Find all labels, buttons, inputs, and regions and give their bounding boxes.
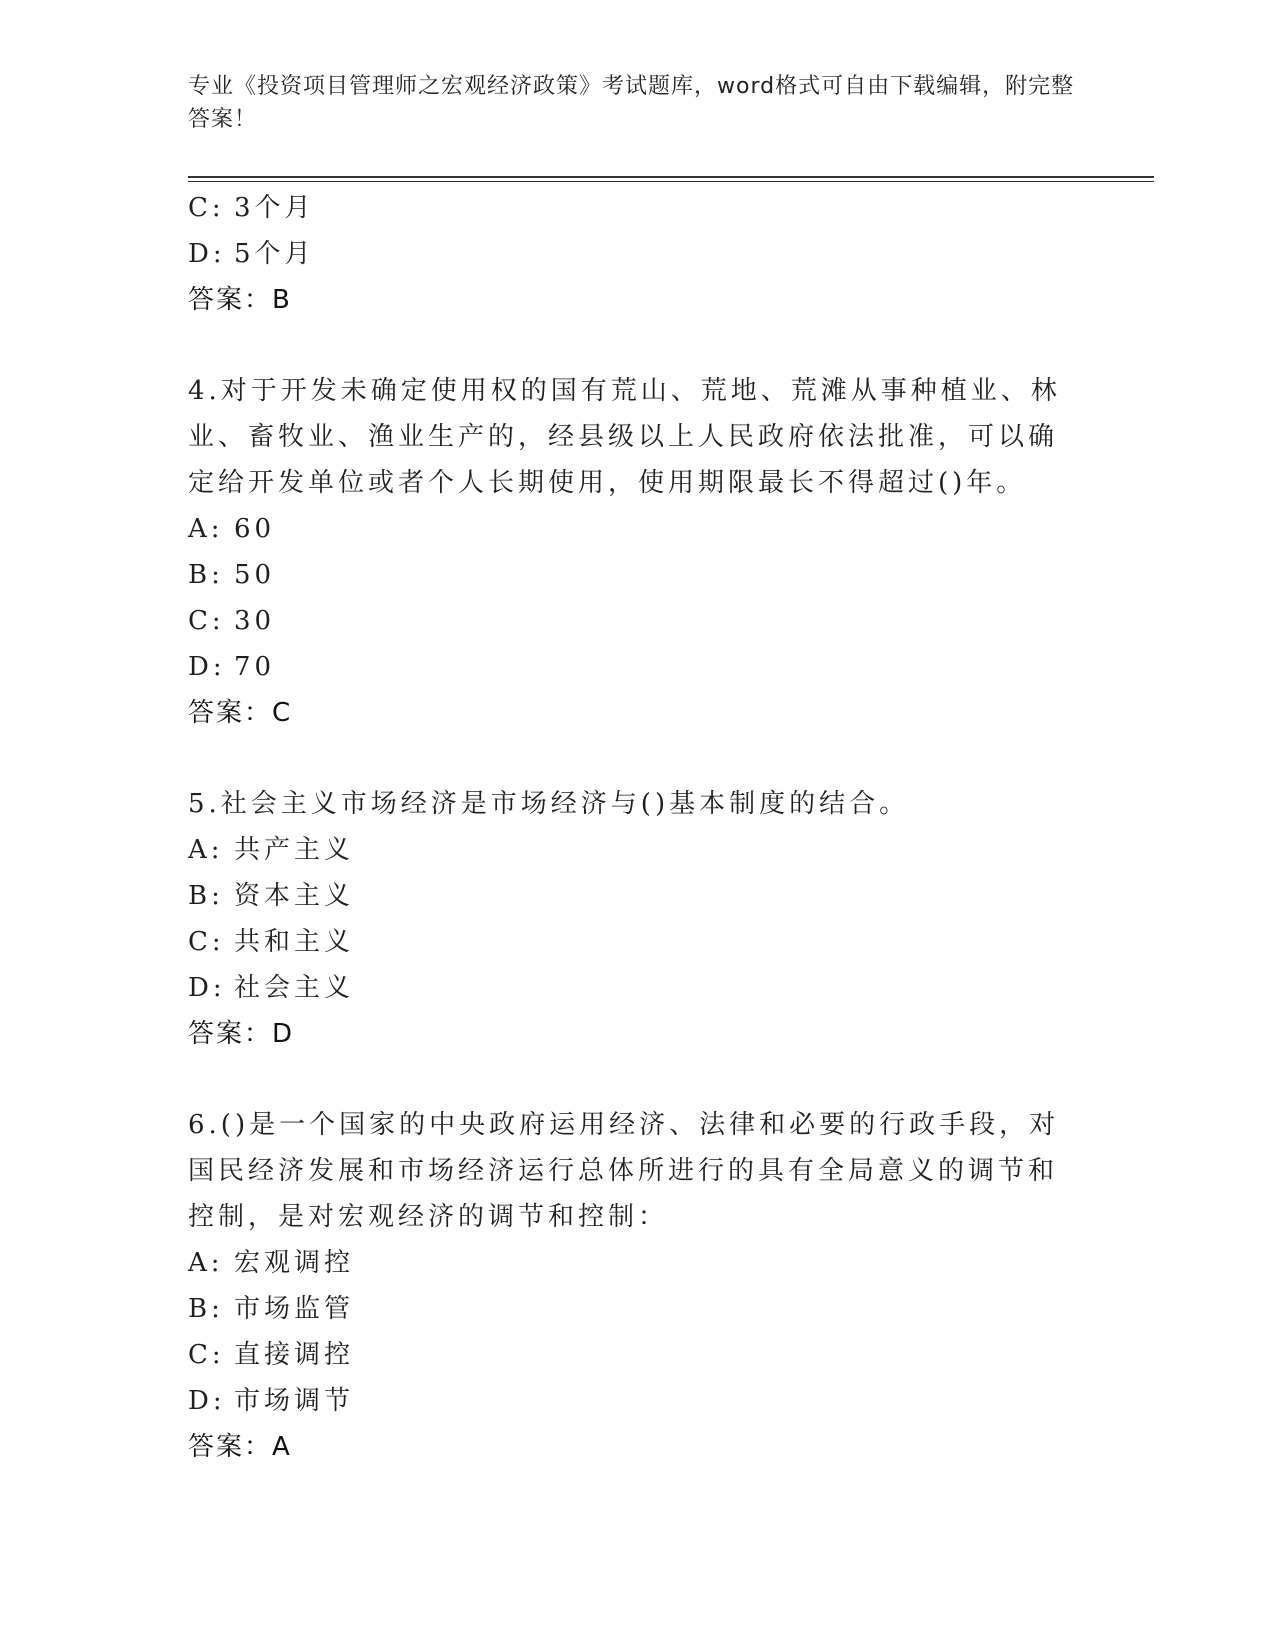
option-text: 70 (234, 652, 276, 682)
option-text: 宏观调控 (234, 1248, 355, 1278)
option-d (188, 965, 1068, 1011)
question-stem: 4.对于开发未确定使用权的国有荒山、荒地、荒滩从事种植业、林业、畜牧业、渔业生产的，经县级以上人民政府依法批准，可以确定给开发单位或者个人长期使用，使用期限最长不得超过()年。 (188, 376, 1061, 498)
header-divider (188, 176, 1154, 182)
option-key: B: (188, 881, 224, 911)
option-b (188, 1286, 1068, 1332)
question-6 (188, 1102, 1068, 1470)
question-stem: 5.社会主义市场经济是市场经济与()基本制度的结合。 (188, 789, 910, 819)
document-header (188, 70, 1088, 136)
option-d (188, 231, 1068, 277)
option-text: 5个月 (234, 239, 315, 269)
header-text: 专业《投资项目管理师之宏观经济政策》考试题库，word格式可自由下载编辑，附完整答案！ (188, 74, 1075, 132)
option-key: D: (188, 973, 226, 1003)
option-key: D: (188, 1386, 226, 1416)
option-text: 30 (234, 606, 276, 636)
option-c (188, 185, 1068, 231)
option-key: A: (188, 835, 224, 865)
option-key: C: (188, 193, 225, 223)
option-a (188, 506, 1068, 552)
option-d (188, 644, 1068, 690)
question-stem: 6.()是一个国家的中央政府运用经济、法律和必要的行政手段，对国民经济发展和市场经济运行总体所进行的具有全局意义的调节和控制，是对宏观经济的调节和控制： (188, 1110, 1060, 1232)
answer-line: 答案：A (188, 1432, 292, 1462)
option-key: D: (188, 239, 226, 269)
option-b (188, 552, 1068, 598)
option-text: 60 (234, 514, 276, 544)
option-c (188, 919, 1068, 965)
question-4 (188, 368, 1068, 736)
option-text: 社会主义 (234, 973, 355, 1003)
question-5 (188, 781, 1068, 1057)
option-text: 资本主义 (234, 881, 355, 911)
option-key: B: (188, 560, 224, 590)
option-key: C: (188, 606, 225, 636)
option-key: C: (188, 927, 225, 957)
question-list (188, 185, 1068, 1470)
option-c (188, 1332, 1068, 1378)
option-key: A: (188, 514, 224, 544)
carryover-question (188, 185, 1068, 323)
option-text: 50 (234, 560, 276, 590)
option-d (188, 1378, 1068, 1424)
answer-line: 答案：B (188, 285, 292, 315)
option-b (188, 873, 1068, 919)
option-text: 直接调控 (234, 1340, 355, 1370)
option-key: D: (188, 652, 226, 682)
option-key: B: (188, 1294, 224, 1324)
option-a (188, 1240, 1068, 1286)
option-key: A: (188, 1248, 224, 1278)
answer-line: 答案：C (188, 698, 293, 728)
option-text: 共和主义 (234, 927, 355, 957)
answer-line: 答案：D (188, 1019, 295, 1049)
option-text: 市场调节 (234, 1386, 355, 1416)
option-text: 3个月 (234, 193, 315, 223)
option-text: 共产主义 (234, 835, 355, 865)
option-key: C: (188, 1340, 225, 1370)
option-c (188, 598, 1068, 644)
option-a (188, 827, 1068, 873)
option-text: 市场监管 (234, 1294, 355, 1324)
